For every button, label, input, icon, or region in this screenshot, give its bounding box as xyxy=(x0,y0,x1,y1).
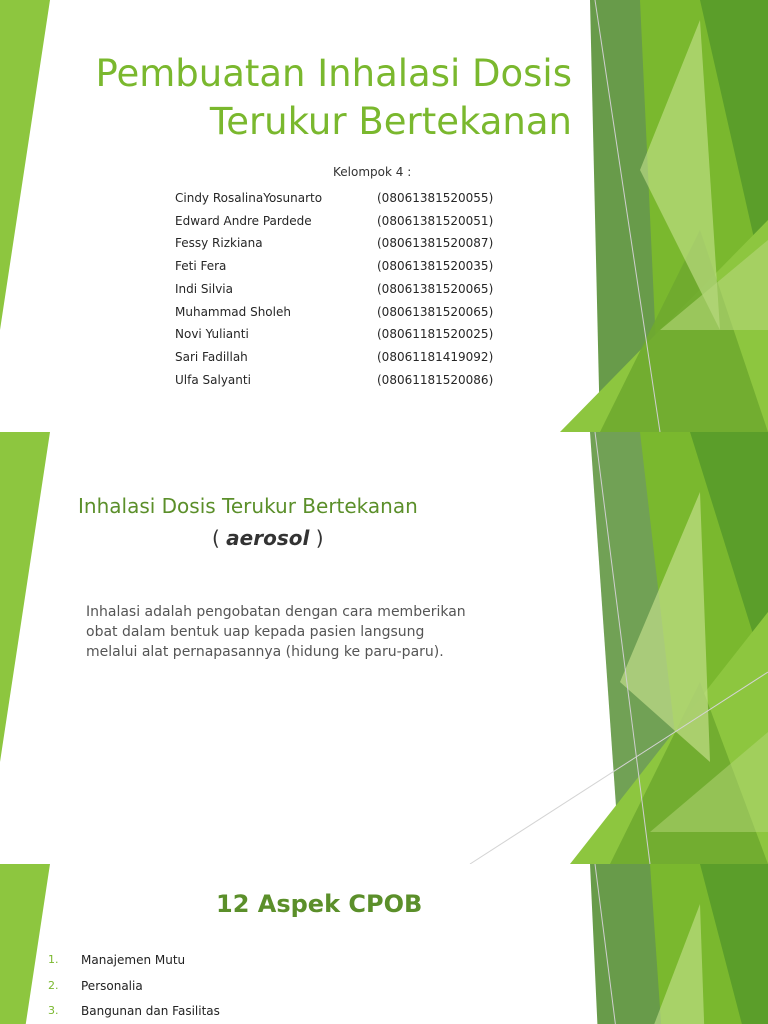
member-nim: (08061181520025) xyxy=(377,327,494,342)
member-nim: (08061181419092) xyxy=(377,349,494,364)
member-name: Edward Andre Pardede xyxy=(175,213,312,228)
list-item-text: Bangunan dan Fasilitas xyxy=(81,1004,220,1018)
title-line-1: Pembuatan Inhalasi Dosis xyxy=(95,52,572,95)
member-name: Ulfa Salyanti xyxy=(175,372,251,387)
group-label: Kelompok 4 : xyxy=(333,165,412,179)
member-name: Novi Yulianti xyxy=(175,327,249,342)
member-name: Indi Silvia xyxy=(175,281,233,296)
list-item-number: 1. xyxy=(48,953,59,966)
slide-3-title: 12 Aspek CPOB xyxy=(216,890,423,918)
title-line-2: Terukur Bertekanan xyxy=(209,100,572,143)
member-nim: (08061381520065) xyxy=(377,281,494,296)
member-nim: (08061181520086) xyxy=(377,372,494,387)
member-name: Sari Fadillah xyxy=(175,349,248,364)
list-item-text: Personalia xyxy=(81,978,143,993)
subtitle-word: aerosol xyxy=(226,526,310,550)
member-name: Feti Fera xyxy=(175,259,227,274)
slide-2 xyxy=(0,432,768,864)
slide-2-title: Inhalasi Dosis Terukur Bertekanan xyxy=(78,494,418,518)
list-item-number: 3. xyxy=(48,1004,59,1017)
slide-1-title xyxy=(52,50,572,146)
member-nim: (08061381520035) xyxy=(377,259,494,274)
member-name: Muhammad Sholeh xyxy=(175,304,291,319)
slide-2-subtitle xyxy=(212,526,324,550)
subtitle-open-paren: ( xyxy=(212,526,227,550)
slide-2-body: Inhalasi adalah pengobatan dengan cara memberikan obat dalam bentuk uap kepada pasien langsung melalui alat pernapasannya (hidung ke paru-paru). xyxy=(86,604,466,660)
slide-3-decoration xyxy=(0,864,768,1024)
list-item-number: 2. xyxy=(48,978,59,992)
list-item-text: Manajemen Mutu xyxy=(81,953,186,967)
member-name: Fessy Rizkiana xyxy=(175,236,263,251)
subtitle-close-paren: ) xyxy=(309,526,324,550)
member-name: Cindy RosalinaYosunarto xyxy=(175,191,323,205)
slide-1 xyxy=(0,0,768,432)
slide-3 xyxy=(0,864,768,1024)
member-nim: (08061381520051) xyxy=(377,213,494,228)
member-nim: (08061381520087) xyxy=(377,236,494,251)
member-nim: (08061381520055) xyxy=(377,191,494,205)
member-nim: (08061381520065) xyxy=(377,304,494,319)
